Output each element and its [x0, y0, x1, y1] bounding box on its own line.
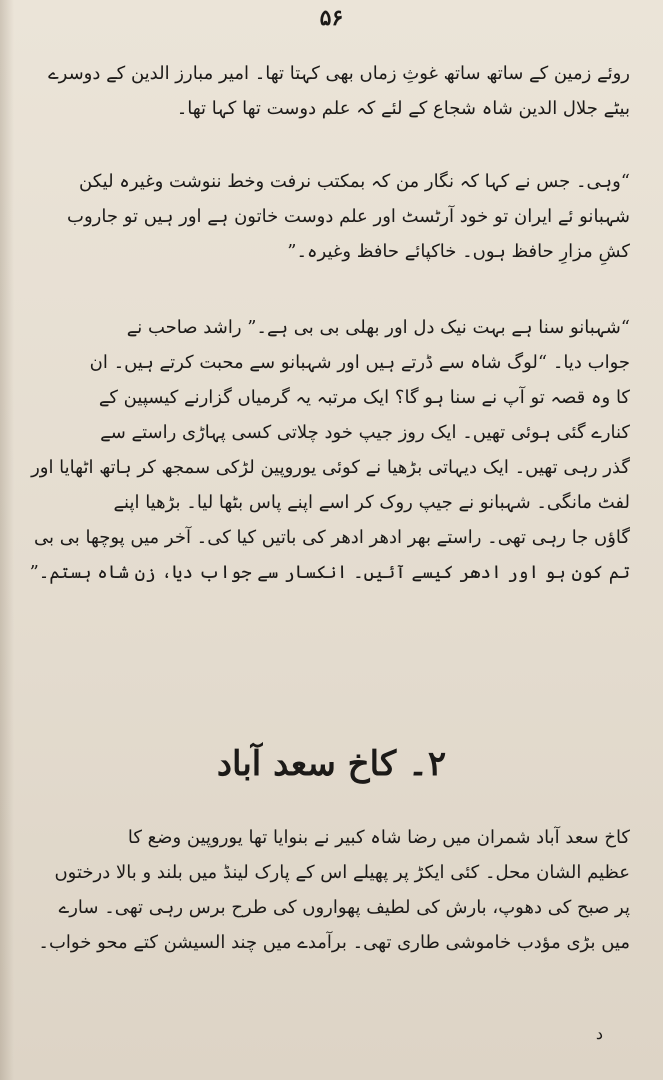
text-line: میں بڑی مؤدب خاموشی طاری تھی۔ برآمدے میں چند السیشن کتے محو خواب۔: [38, 932, 630, 953]
section-heading: ۲۔ کاخ سعد آباد: [216, 744, 447, 784]
text-line: جواب دیا۔ “لوگ شاہ سے ڈرتے ہیں اور شہبانو سے محبت کرتے ہیں۔ ان: [89, 352, 630, 373]
text-line: لفٹ مانگی۔ شہبانو نے جیپ روک کر اسے اپنے پاس بٹھا لیا۔ بڑھیا اپنے: [113, 492, 630, 513]
text-line: روئے زمین کے ساتھ ساتھ غوثِ زماں بھی کہتا تھا۔ امیر مبارز الدین کے دوسرے: [48, 63, 630, 84]
text-line: کنارے گئی ہوئی تھیں۔ ایک روز جیپ خود چلاتی کسی پہاڑی راستے سے: [100, 422, 630, 443]
text-line: تم کون ہو اور ادھر کیسے آئیں۔ انکسار سے جواب دیا، زنِ شاہ ہستم۔”: [29, 562, 630, 583]
text-line: کاخ سعد آباد شمران میں رضا شاہ کبیر نے بنوایا تھا یوروپین وضع کا: [127, 827, 630, 848]
text-line: کا وہ قصہ تو آپ نے سنا ہو گا؟ ایک مرتبہ یہ گرمیاں گزارنے کیسپین کے: [98, 387, 630, 408]
text-line: بیٹے جلال الدین شاہ شجاع کے لئے کہ علم دوست تھا کہا تھا۔: [176, 98, 630, 119]
page-number: ۵۶: [319, 5, 344, 31]
paragraph-3: [26, 310, 630, 590]
text-line: “شہبانو سنا ہے بہت نیک دل اور بھلی بی بی ہے۔” راشد صاحب نے: [126, 317, 630, 338]
text-line: شہبانو ئے ایران تو خود آرٹسٹ اور علم دوست خاتون ہے اور ہیں تو جاروب: [67, 206, 630, 227]
text-line: گاؤں جا رہی تھی۔ راستے بھر ادھر ادھر کی باتیں کیا کی۔ آخر میں پوچھا بی بی: [34, 527, 630, 548]
margin-mark: د: [595, 1024, 603, 1043]
text-line: “وہی۔ جس نے کہا کہ نگار من کہ بمکتب نرفت وخط ننوشت وغیرہ لیکن: [79, 171, 630, 192]
text-line: پر صبح کی دھوپ، بارش کی لطیف پھواروں کی طرح برس رہی تھی۔ سارے: [58, 897, 630, 918]
text-line: گذر رہی تھیں۔ ایک دیہاتی بڑھیا نے کوئی یوروپین لڑکی سمجھ کر ہاتھ اٹھایا اور: [31, 457, 630, 478]
paragraph-4: [26, 820, 630, 960]
text-line: عظیم الشان محل۔ کئی ایکڑ پر پھیلے اس کے پارک لینڈ میں بلند و بالا درختوں: [54, 862, 630, 883]
paragraph-2: [26, 164, 630, 269]
text-line: کشِ مزارِ حافظ ہوں۔ خاکپائے حافظ وغیرہ۔”: [287, 241, 630, 262]
paragraph-1: [26, 56, 630, 126]
